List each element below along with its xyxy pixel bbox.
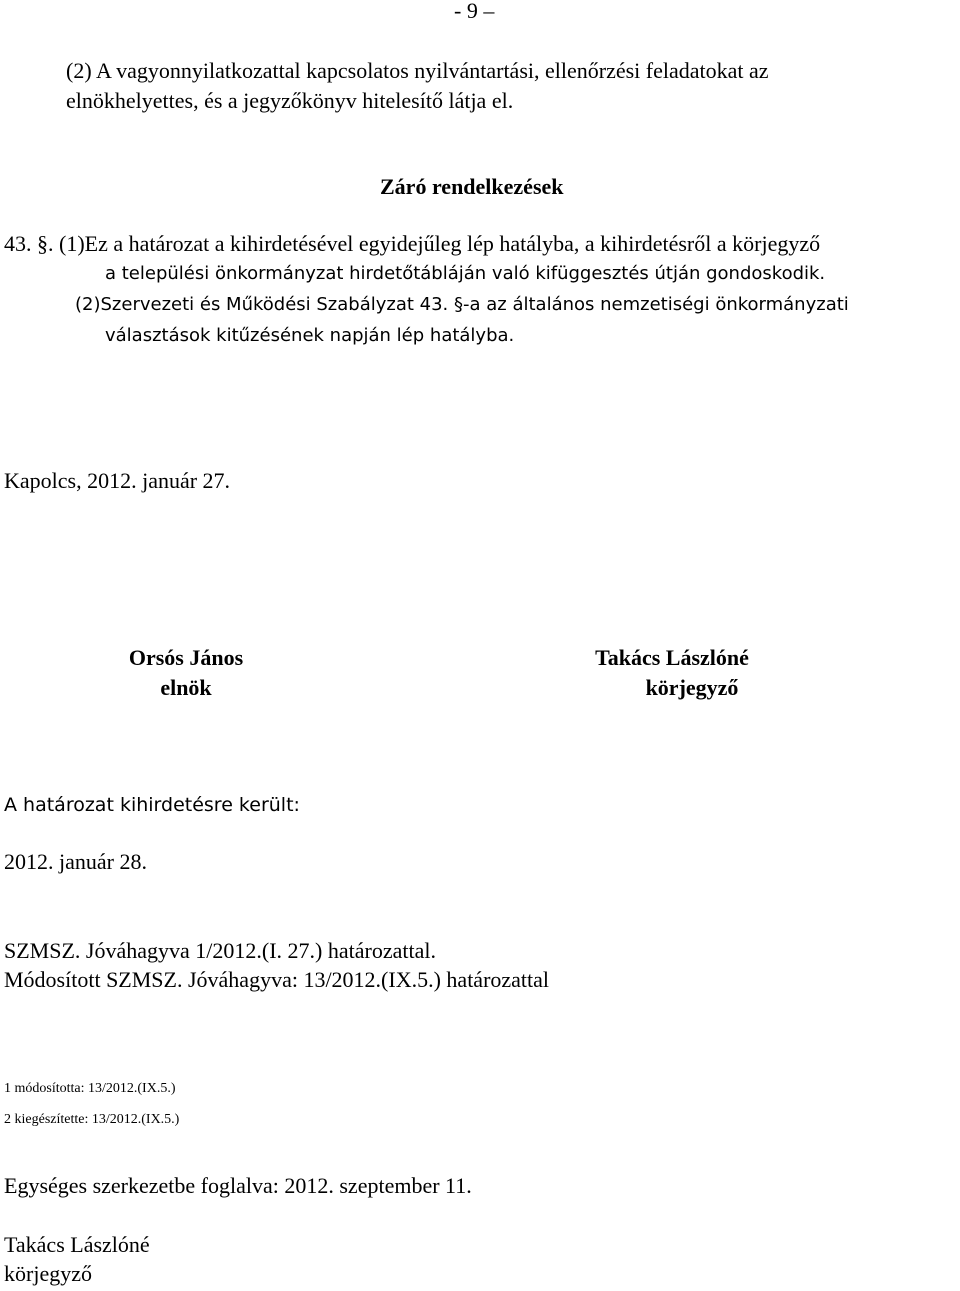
- approval-line-1: SZMSZ. Jóváhagyva 1/2012.(I. 27.) határozattal.: [4, 938, 436, 963]
- publication-label: A határozat kihirdetésre került:: [4, 794, 300, 816]
- note-1: 1 módosította: 13/2012.(IX.5.): [4, 1081, 176, 1096]
- section-2-line-2: elnökhelyettes, és a jegyzőkönyv hitelesítő látja el.: [66, 88, 514, 113]
- closing-heading: Záró rendelkezések: [380, 174, 564, 199]
- signature-left-title: elnök: [160, 675, 212, 700]
- approval-line-2: Módosított SZMSZ. Jóváhagyva: 13/2012.(IX.5.) határozattal: [4, 967, 550, 992]
- place-date: Kapolcs, 2012. január 27.: [4, 468, 231, 493]
- signature-right-title: körjegyző: [645, 675, 739, 700]
- footer-signature-title: körjegyző: [4, 1261, 92, 1286]
- article-43-line-3: (2)Szervezeti és Működési Szabályzat 43. §-a az általános nemzetiségi önkormányzati: [75, 294, 849, 315]
- signature-right-name: Takács Lászlóné: [595, 645, 749, 670]
- section-2-line-1: (2) A vagyonnyilatkozattal kapcsolatos nyilvántartási, ellenőrzési feladatokat az: [66, 58, 769, 83]
- footer-signature-name: Takács Lászlóné: [4, 1232, 150, 1257]
- signature-left-name: Orsós János: [128, 645, 244, 670]
- note-2: 2 kiegészítette: 13/2012.(IX.5.): [4, 1112, 180, 1127]
- consolidated-date: Egységes szerkezetbe foglalva: 2012. szeptember 11.: [4, 1173, 472, 1198]
- article-43-line-4: választások kitűzésének napján lép hatályba.: [105, 325, 515, 346]
- article-43-line-2: a települési önkormányzat hirdetőtábláján való kifüggesztés útján gondoskodik.: [105, 263, 826, 284]
- page-number: - 9 –: [454, 0, 495, 23]
- publication-date: 2012. január 28.: [4, 849, 147, 874]
- article-43-line-1: 43. §. (1)Ez a határozat a kihirdetésével egyidejűleg lép hatályba, a kihirdetésről a körjegyző: [4, 231, 821, 256]
